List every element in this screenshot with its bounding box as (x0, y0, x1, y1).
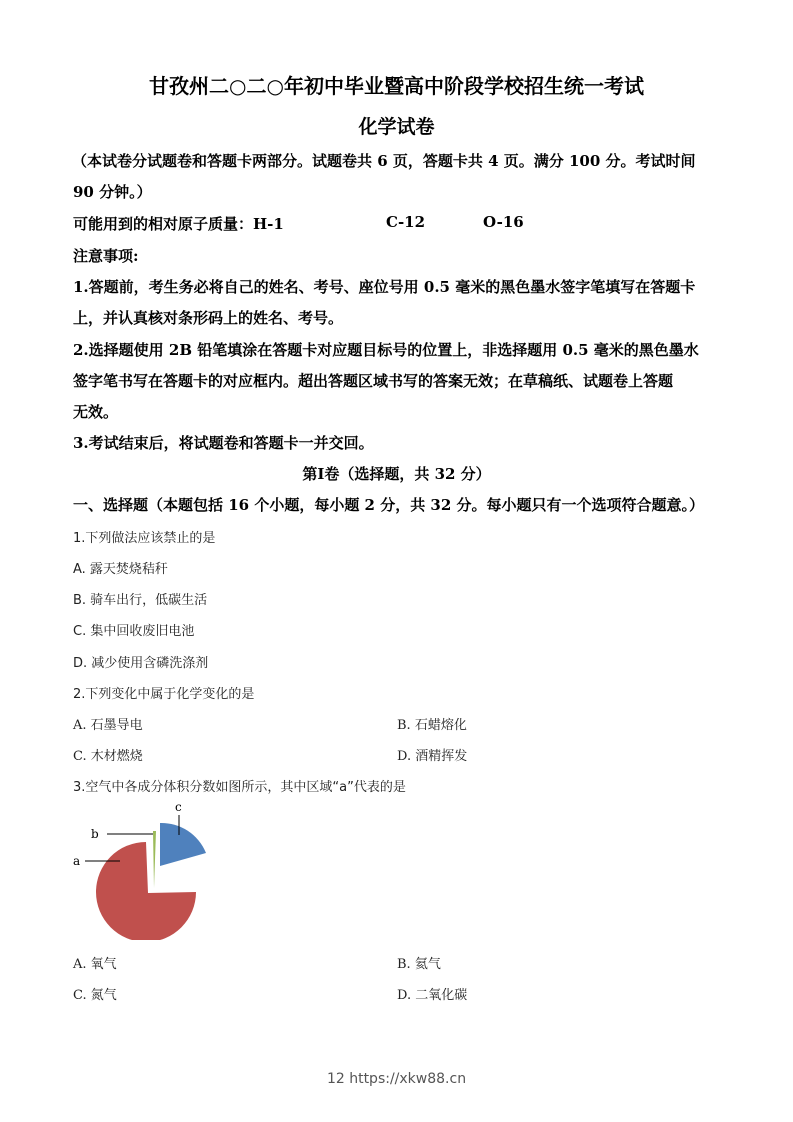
intro-line-1: （本试卷分试题卷和答题卡两部分。试题卷共 6 页，答题卡共 4 页。满分 100 分。考试时间 (72, 152, 696, 170)
exam-subtitle: 化学试卷 (358, 116, 435, 138)
q1-option-c[interactable]: C. 集中回收废旧电池 (73, 624, 195, 639)
volume-title: 第Ⅰ卷（选择题，共 32 分） (302, 465, 491, 483)
note-3: 3.考试结束后，将试题卷和答题卡一并交回。 (73, 434, 374, 452)
q2-option-b[interactable]: B. 石蜡熔化 (397, 718, 467, 733)
note-2-line-2: 签字笔书写在答题卡的对应框内。超出答题区域书写的答案无效；在草稿纸、试题卷上答题 (73, 372, 674, 390)
pie-label-b: b (91, 827, 99, 841)
pie-label-a: a (73, 854, 81, 868)
q3-option-d[interactable]: D. 二氧化碳 (397, 988, 468, 1003)
pie-slice-b (153, 831, 156, 888)
q3-option-c[interactable]: C. 氮气 (73, 988, 117, 1003)
note-2-line-1: 2.选择题使用 2B 铅笔填涂在答题卡对应题目标号的位置上，非选择题用 0.5 毫米的黑色墨水 (73, 341, 699, 359)
pie-label-c: c (175, 800, 182, 814)
note-1-line-1: 1.答题前，考生务必将自己的姓名、考号、座位号用 0.5 毫米的黑色墨水签字笔填写在答题卡 (73, 278, 696, 296)
q1-option-d[interactable]: D. 减少使用含磷洗涤剂 (73, 656, 209, 671)
question-2-stem: 2.下列变化中属于化学变化的是 (73, 687, 255, 702)
pie-slice-c (160, 823, 206, 866)
notes-heading: 注意事项: (73, 247, 139, 265)
note-2-line-3: 无效。 (73, 403, 119, 421)
exam-title: 甘孜州二○二○年初中毕业暨高中阶段学校招生统一考试 (149, 74, 644, 98)
q2-option-d[interactable]: D. 酒精挥发 (397, 749, 468, 764)
atomic-mass-c: C-12 (386, 213, 426, 231)
q3-option-a[interactable]: A. 氧气 (73, 957, 117, 972)
page-footer: 12 https://xkw88.cn (326, 1071, 467, 1087)
air-composition-pie-chart (60, 795, 230, 940)
question-1-stem: 1.下列做法应该禁止的是 (73, 531, 216, 546)
note-1-line-2: 上，并认真核对条形码上的姓名、考号。 (73, 309, 344, 327)
atomic-mass-o: O-16 (483, 213, 524, 231)
q1-option-a[interactable]: A. 露天焚烧秸秆 (73, 562, 168, 577)
question-3-stem: 3.空气中各成分体积分数如图所示，其中区域“a”代表的是 (73, 780, 406, 795)
intro-line-2: 90 分钟。） (73, 183, 152, 201)
atomic-mass-h: 可能用到的相对原子质量：H-1 (73, 215, 284, 233)
q3-option-b[interactable]: B. 氦气 (397, 957, 441, 972)
part-title: 一、选择题（本题包括 16 个小题，每小题 2 分，共 32 分。每小题只有一个选项符合题意。） (73, 496, 705, 514)
q1-option-b[interactable]: B. 骑车出行，低碳生活 (73, 593, 208, 608)
q2-option-a[interactable]: A. 石墨导电 (73, 718, 143, 733)
q2-option-c[interactable]: C. 木材燃烧 (73, 749, 143, 764)
